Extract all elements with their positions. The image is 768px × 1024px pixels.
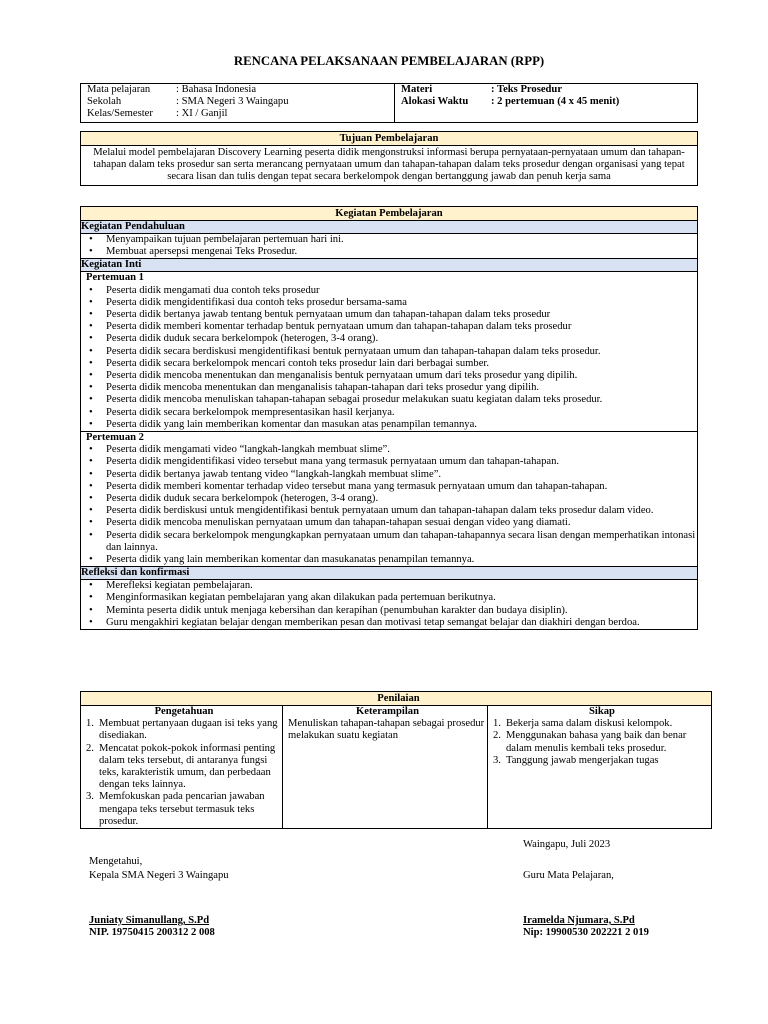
refleksi-cell bbox=[81, 580, 698, 630]
list-item: • Peserta didik secara berkelompok mencari contoh teks prosedur lain dari berbagai sumber. bbox=[81, 358, 697, 370]
list-item bbox=[493, 718, 711, 730]
tujuan-text: Melalui model pembelajaran Discovery Learning peserta didik mengonstruksi informasi berupa pernyataan-pernyataan umum dan tahapan-tahapan dalam teks prosedur san serta merancang pernyataan umum dan tahapan-tahapan dalam teks prosedur dengan organisasi yang tepat secara lisan dan tulis dengan tepat secara berkelompok dengan bertanggung jawab dan penuh kerja sama bbox=[81, 146, 698, 186]
identity-label: Mata pelajaran bbox=[87, 84, 151, 95]
list-number: 2. bbox=[493, 730, 501, 742]
identity-row bbox=[87, 84, 394, 96]
identity-label: Alokasi Waktu bbox=[401, 96, 469, 108]
sikap-label: Sikap bbox=[589, 706, 615, 717]
list-item bbox=[493, 755, 711, 767]
identity-left bbox=[81, 84, 395, 123]
pengetahuan-list bbox=[86, 718, 282, 828]
pertemuan2-list bbox=[81, 444, 697, 566]
pendahuluan-cell bbox=[81, 234, 698, 259]
keterampilan-label: Keterampilan bbox=[356, 706, 419, 717]
list-item-text: Bekerja sama dalam diskusi kelompok. bbox=[506, 718, 673, 730]
list-item-text: Memfokuskan pada pencarian jawaban mengapa teks tersebut termasuk teks prosedur. bbox=[99, 791, 265, 827]
list-item: • Peserta didik mencoba menuliskan pernyataan umum dan tahapan-tahapan sesuai dengan video yang diamati. bbox=[81, 517, 697, 529]
right-signer-nip: Nip: 19900530 202221 2 019 bbox=[523, 927, 649, 938]
identity-row bbox=[87, 108, 394, 120]
pertemuan1-label: Pertemuan 1 bbox=[86, 272, 144, 284]
left-signer-nip: NIP. 19750415 200312 2 008 bbox=[89, 927, 215, 938]
identity-label: Sekolah bbox=[87, 96, 122, 108]
list-item: • Peserta didik bertanya jawab tentang video “langkah-langkah membuat slime”. bbox=[81, 469, 697, 481]
identity-row bbox=[401, 84, 697, 96]
list-item: • Peserta didik memberi komentar terhadap bentuk pernyataan umum dan tahapan-tahapan dalam teks prosedur bbox=[81, 321, 697, 333]
list-item: • Peserta didik mencoba menentukan dan menganalisis bentuk pernyataan umum dari teks prosedur yang dipilih. bbox=[81, 370, 697, 382]
refleksi-label: Refleksi dan konfirmasi bbox=[81, 567, 698, 580]
list-item: • Peserta didik secara berdiskusi mengidentifikasi bentuk pernyataan umum dan tahapan-tahapan dalam teks prosedur. bbox=[81, 346, 697, 358]
identity-row bbox=[401, 96, 697, 108]
identity-value: : 2 pertemuan (4 x 45 menit) bbox=[491, 96, 620, 108]
right-signer-name: Iramelda Njumara, S.Pd bbox=[523, 915, 635, 926]
pendahuluan-label: Kegiatan Pendahuluan bbox=[81, 221, 698, 234]
identity-value: : XI / Ganjil bbox=[176, 108, 228, 120]
penilaian-table bbox=[80, 691, 712, 829]
refleksi-list bbox=[81, 580, 697, 629]
pendahuluan-list bbox=[81, 234, 697, 258]
list-number: 3. bbox=[86, 791, 94, 803]
sikap-list bbox=[493, 718, 711, 767]
pertemuan1-cell bbox=[81, 272, 698, 432]
identity-row bbox=[87, 96, 394, 108]
right-role: Guru Mata Pelajaran, bbox=[523, 870, 614, 881]
list-item: • Membuat apersepsi mengenai Teks Prosedur. bbox=[81, 246, 697, 258]
pertemuan1-list bbox=[81, 285, 697, 431]
list-item: • Peserta didik duduk secara berkelompok (heterogen, 3-4 orang). bbox=[81, 333, 697, 345]
list-item: • Peserta didik mengamati video “langkah-langkah membuat slime”. bbox=[81, 444, 697, 456]
list-item bbox=[86, 718, 282, 742]
kegiatan-table bbox=[80, 206, 698, 630]
list-item: • Peserta didik mencoba menentukan dan menganalisis tahapan-tahapan dari teks prosedur yang dipilih. bbox=[81, 382, 697, 394]
identity-value: : Teks Prosedur bbox=[491, 84, 563, 95]
list-number: 2. bbox=[86, 742, 94, 754]
list-item: • Peserta didik mengamati dua contoh teks prosedur bbox=[81, 285, 697, 297]
list-item: • Peserta didik mengidentifikasi video tersebut mana yang termasuk pernyataan umum dan tahapan-tahapan. bbox=[81, 456, 697, 468]
pertemuan2-cell bbox=[81, 432, 698, 567]
list-item: • Peserta didik yang lain memberikan komentar dan masukanatas penampilan temannya. bbox=[81, 554, 697, 566]
list-item bbox=[86, 791, 282, 828]
list-item-text: Membuat pertanyaan dugaan isi teks yang disediakan. bbox=[99, 718, 278, 742]
list-item: • Peserta didik berdiskusi untuk mengidentifikasi bentuk pernyataan umum dan tahapan-tahapan dalam teks prosedur dalam video. bbox=[81, 505, 697, 517]
identity-label: Materi bbox=[401, 84, 433, 95]
list-item: • Menyampaikan tujuan pembelajaran pertemuan hari ini. bbox=[81, 234, 697, 246]
list-item: • Peserta didik mencoba menuliskan tahapan-tahapan sebagai prosedur melakukan suatu kegiatan dalam teks prosedur. bbox=[81, 394, 697, 406]
identity-value: : SMA Negeri 3 Waingapu bbox=[176, 96, 289, 108]
place-date: Waingapu, Juli 2023 bbox=[523, 839, 611, 850]
list-item-text: Tanggung jawab mengerjakan tugas bbox=[506, 754, 659, 766]
list-item: • Guru mengakhiri kegiatan belajar dengan memberikan pesan dan motivasi tetap semangat belajar dan diakhiri dengan berdoa. bbox=[81, 617, 697, 629]
penilaian-header: Penilaian bbox=[81, 692, 712, 706]
inti-label: Kegiatan Inti bbox=[81, 259, 698, 272]
list-item: • Peserta didik secara berkelompok mempresentasikan hasil kerjanya. bbox=[81, 407, 697, 419]
pengetahuan-cell bbox=[81, 706, 283, 829]
tujuan-table bbox=[80, 131, 698, 186]
identity-right bbox=[395, 84, 698, 123]
left-intro: Mengetahui, bbox=[89, 856, 143, 867]
list-number: 1. bbox=[86, 718, 94, 730]
list-item-text: Menggunakan bahasa yang baik dan benar dalam menulis kembali teks prosedur. bbox=[506, 730, 687, 754]
list-number: 3. bbox=[493, 754, 501, 766]
left-signer-name: Juniaty Simanullang, S.Pd bbox=[89, 915, 210, 926]
list-item: • Peserta didik duduk secara berkelompok (heterogen, 3-4 orang). bbox=[81, 493, 697, 505]
list-item: • Peserta didik mengidentifikasi dua contoh teks prosedur bersama-sama bbox=[81, 297, 697, 309]
list-item-text: Mencatat pokok-pokok informasi penting dalam teks tersebut, di antaranya fungsi teks, karakteristik umum, dan perbedaan dengan teks lainnya. bbox=[99, 742, 276, 791]
tujuan-header: Tujuan Pembelajaran bbox=[81, 132, 698, 146]
list-item: • Merefleksi kegiatan pembelajaran. bbox=[81, 580, 697, 592]
identity-value: : Bahasa Indonesia bbox=[176, 84, 257, 95]
page-title: RENCANA PELAKSANAAN PEMBELAJARAN (RPP) bbox=[233, 54, 545, 68]
list-item bbox=[493, 730, 711, 754]
list-item: • Peserta didik secara berkelompok mengungkapkan pernyataan umum dan tahapan-tahapannya secara lisan dengan memperhatikan intonasi dan lainnya. bbox=[81, 530, 697, 554]
kegiatan-header: Kegiatan Pembelajaran bbox=[81, 207, 698, 221]
list-item: • Peserta didik bertanya jawab tentang bentuk pernyataan umum dan tahapan-tahapan dalam teks prosedur bbox=[81, 309, 697, 321]
identity-table bbox=[80, 83, 698, 123]
keterampilan-cell bbox=[283, 706, 488, 829]
pertemuan2-label: Pertemuan 2 bbox=[86, 432, 144, 444]
list-item: • Peserta didik memberi komentar terhadap video tersebut mana yang termasuk pernyataan umum dan tahapan-tahapan. bbox=[81, 481, 697, 493]
list-item bbox=[86, 743, 282, 792]
list-number: 1. bbox=[493, 718, 501, 730]
list-item: • Meminta peserta didik untuk menjaga kebersihan dan kerapihan (penumbuhan karakter dan budaya disiplin). bbox=[81, 605, 697, 617]
list-item: • Menginformasikan kegiatan pembelajaran yang akan dilakukan pada pertemuan berikutnya. bbox=[81, 592, 697, 604]
list-item: • Peserta didik yang lain memberikan komentar dan masukan atas penampilan temannya. bbox=[81, 419, 697, 431]
pengetahuan-label: Pengetahuan bbox=[154, 706, 214, 717]
left-role: Kepala SMA Negeri 3 Waingapu bbox=[89, 870, 229, 881]
identity-label: Kelas/Semester bbox=[87, 108, 153, 120]
sikap-cell bbox=[488, 706, 712, 829]
keterampilan-text: Menuliskan tahapan-tahapan sebagai prosedur melakukan suatu kegiatan bbox=[288, 718, 485, 742]
